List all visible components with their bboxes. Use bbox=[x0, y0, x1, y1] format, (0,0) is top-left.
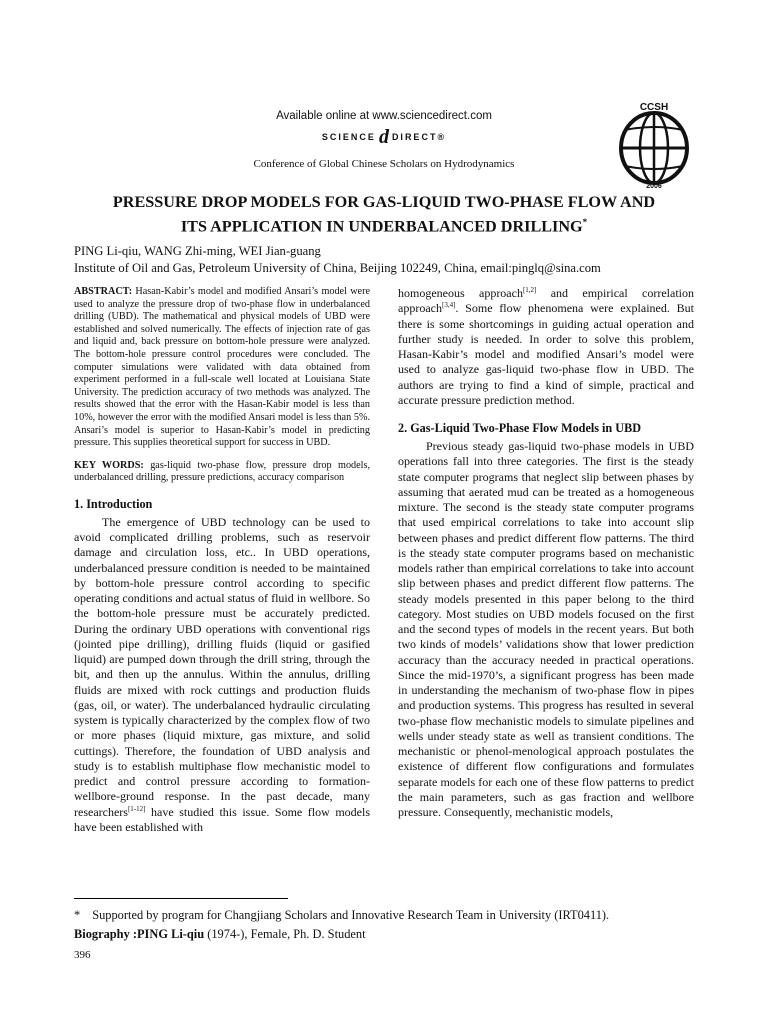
keywords-paragraph bbox=[74, 460, 370, 485]
title-line-2-wrap bbox=[60, 212, 708, 236]
introduction-text: The emergence of UBD technology can be used to avoid complicated drilling problems, such as reservoir damage and circulation loss, etc.. In UBD operations, underbalanced pressure condition is needed to be maintained by bottom-hole pressure control according to specific operating conditions and actual status of fluid in wellbore. So the bottom-hole pressure must be accurately predicted. During the ordinary UBD operations with conventional rigs (jointed pipe drilling), drilling fluids (liquid or gasified liquid) are pumped down through the drill string, through the bit, and then up the annulus. Within the annulus, drilling fluids are mixed with rock cuttings and production fluids (gas, oil, or water). The underbalanced hydraulic circulating system is typically characterized by the complex flow of two or more phases (liquid mixture, gas mixture, and solid cuttings). Therefore, the foundation of UBD analysis and study is to establish multiphase flow mechanistic model to predict and control pressure according to formation-wellbore-ground response. In the past decade, many researchers bbox=[74, 514, 370, 819]
registered-mark: ® bbox=[437, 132, 447, 142]
keywords-text: gas-liquid two-phase flow, pressure drop models, underbalanced drilling, pressure predictions, accuracy comparison bbox=[74, 459, 370, 484]
funding-footnote bbox=[74, 906, 714, 925]
available-online-line: Available online at www.sciencedirect.com bbox=[276, 110, 492, 122]
continuation-text-a: homogeneous approach bbox=[398, 286, 523, 300]
section-2-heading: 2. Gas-Liquid Two-Phase Flow Models in UBD bbox=[398, 421, 641, 435]
biography-label: Biography :PING Li-qiu bbox=[74, 927, 205, 941]
ccsh-globe-logo bbox=[612, 100, 696, 190]
biography-footnote bbox=[74, 925, 714, 944]
author-names: PING Li-qiu, WANG Zhi-ming, WEI Jian-guang bbox=[74, 244, 321, 258]
title-footnote-marker: * bbox=[582, 217, 588, 227]
continuation-text-b: and empirical correlation approach bbox=[398, 286, 694, 316]
abstract-paragraph bbox=[74, 286, 370, 450]
introduction-heading: 1. Introduction bbox=[74, 496, 153, 511]
logo-top-text: CCSH bbox=[639, 102, 669, 113]
paper-title bbox=[60, 192, 708, 236]
introduction-continuation bbox=[398, 286, 694, 408]
citation-ref: [1,2] bbox=[522, 286, 537, 294]
introduction-paragraph bbox=[74, 515, 370, 835]
funding-text: Supported by program for Changjiang Scholars and Innovative Research Team in University (IRT0411). bbox=[92, 908, 610, 922]
introduction-text-tail: have studied this issue. Some flow models have been established with bbox=[74, 804, 370, 834]
citation-ref: [1-12] bbox=[127, 804, 146, 813]
logo-bottom-text: 2006 bbox=[646, 183, 662, 190]
citation-ref: [3,4] bbox=[441, 301, 456, 310]
introduction-section bbox=[74, 497, 370, 835]
title-line-1: PRESSURE DROP MODELS FOR GAS-LIQUID TWO-PHASE FLOW AND bbox=[112, 193, 656, 211]
left-column bbox=[74, 286, 370, 835]
biography-text: (1974-), Female, Ph. D. Student bbox=[204, 927, 366, 941]
sciencedirect-right-text: DIRECT bbox=[391, 132, 438, 142]
author-block bbox=[74, 243, 601, 277]
abstract-text: Hasan-Kabir’s model and modified Ansari’s model were used to analyze the pressure drop of two-phase flow in underbalanced drilling (UBD). The mathematical and physical models of UBD were established and solved numerically. The effects of injection rate of gas and liquid and, back pressure on bottom-hole pressure were analyzed. The bottom-hole pressure control procedures were concluded. The computer simulations were validated with data obtained from experiment performed in a full-scale well located at Louisiana State University. The prediction accuracy of two methods was analyzed. The results showed that the error with the Hasan-Kabir model is less than 10%, however the error with the modified Ansari model is less than 5%. Ansari’s model is superior to Hasan-Kabir’s model in predicting pressure. This supplies theoretical support for success in UBD. bbox=[74, 286, 370, 449]
abstract-block bbox=[74, 286, 370, 485]
footnotes-block bbox=[74, 906, 714, 944]
continuation-text-c: . Some flow phenomena were explained. But there is some shortcomings in guiding actual operation and further study is needed. In order to solve this problem, Hasan-Kabir’s model and modified Ansari’s model were used to analyze gas-liquid two-phase flow in UBD. The authors are trying to find a kind of simple, practical and accurate pressure prediction method. bbox=[398, 301, 694, 407]
footnote-star: * bbox=[74, 908, 81, 922]
page-number: 396 bbox=[74, 949, 91, 961]
section-2-paragraph: Previous steady gas-liquid two-phase models in UBD operations fall into three categories. The first is the steady state computer programs that neglect slip between phases by assuming that aerated mud can be treated as a homogeneous mixture. The second is the steady state computer programs that used empirical correlations to take into account slip between phases and predict different flow patterns. The third is the steady state computer programs based on mechanistic models rather than empirical correlations to take into account slip between phases and predict different flow patterns. The steady models presented in this paper belong to the third category. Most studies on UBD models focused on the first and the second types of models in the recent years. But both two kinds of models’ validations show that lower prediction accuracy than the accuracy needed in practical operations. Since the mid-1970’s, a significant progress has been made in understanding the mechanism of two-phase flow in pipes and production systems. This progress has resulted in several two-phase flow mechanistic models to simulate pipelines and wells under steady state as well as transient conditions. The mechanistic or phenol-menological approach postulates the existence of different flow configurations and formulates separate models for each one of these flow patterns to predict the main parameters, such as gas fraction and wellbore pressure. Consequently, mechanistic models, bbox=[398, 439, 694, 819]
keywords-label: KEY WORDS: bbox=[74, 459, 144, 471]
author-affiliation: Institute of Oil and Gas, Petroleum University of China, Beijing 102249, China, email:pinglq@sina.com bbox=[74, 261, 601, 275]
conference-name: Conference of Global Chinese Scholars on Hydrodynamics bbox=[253, 158, 515, 170]
title-line-2: ITS APPLICATION IN UNDERBALANCED DRILLING bbox=[180, 217, 583, 236]
footnote-divider bbox=[74, 898, 288, 899]
sciencedirect-d-mark: d bbox=[378, 126, 389, 148]
abstract-label: ABSTRACT: bbox=[74, 286, 133, 297]
right-column bbox=[398, 286, 694, 820]
sciencedirect-left-text: SCIENCE bbox=[321, 132, 376, 142]
